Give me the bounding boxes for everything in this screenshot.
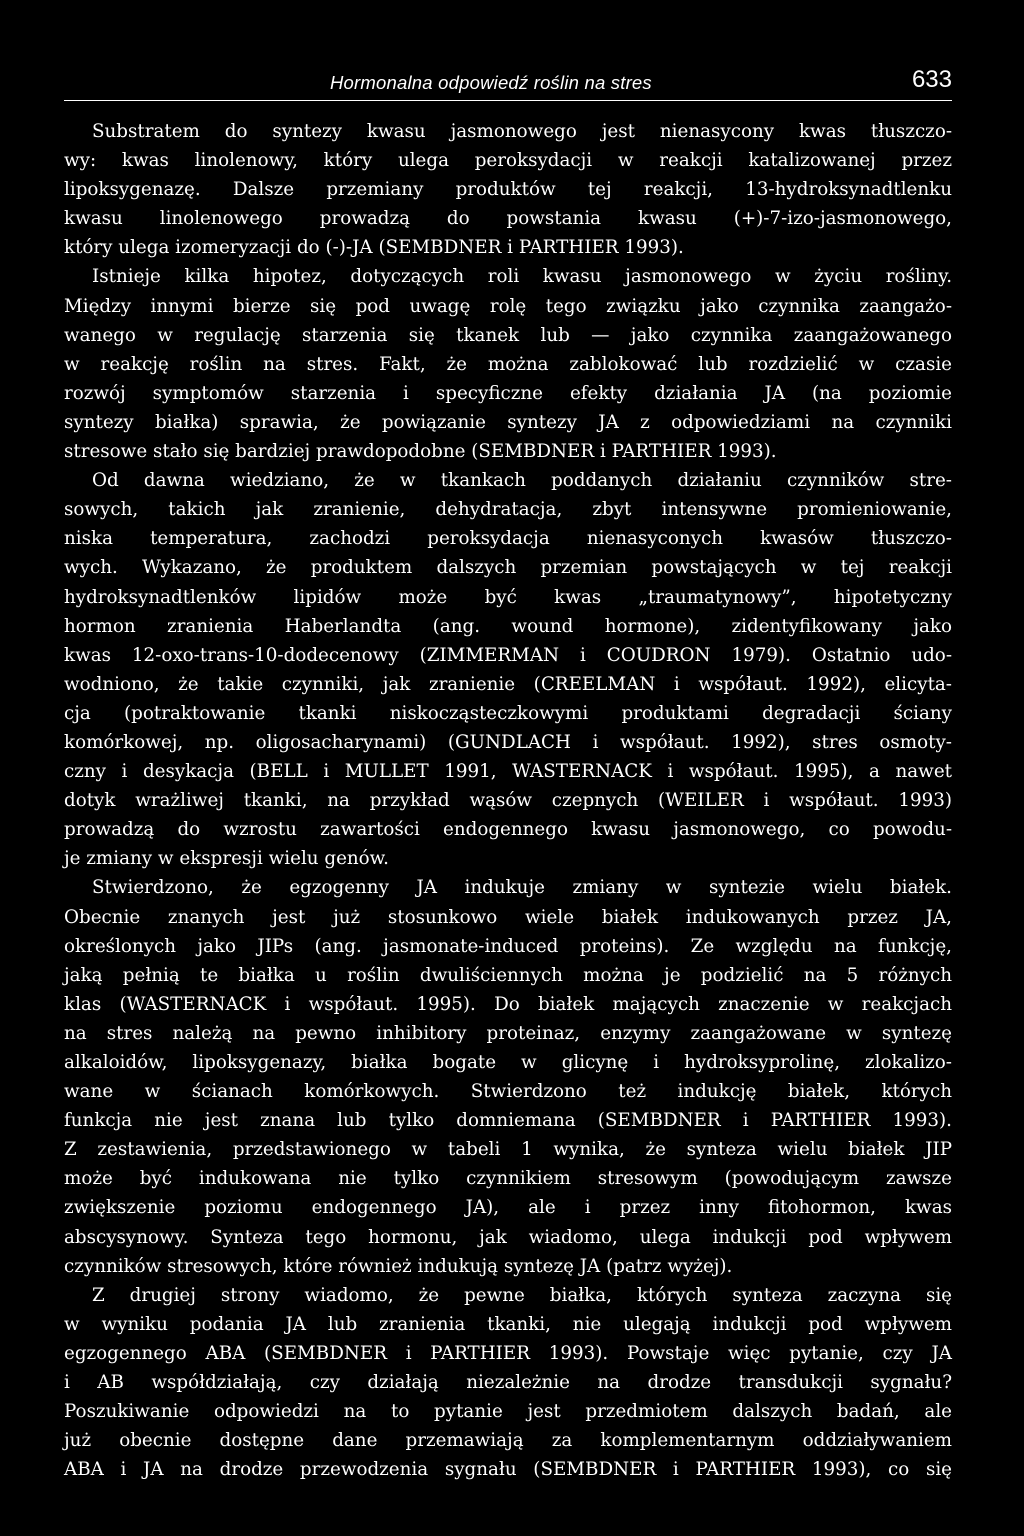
text-line: ABA i JA na drodze przewodzenia sygnału (SEMBDNER i PARTHIER 1993), co się <box>64 1459 952 1481</box>
document-page <box>64 62 952 1484</box>
text-line: już obecnie dostępne dane przemawiają za komplementarnym oddziaływaniem <box>64 1430 952 1452</box>
text-line: sowych, takich jak zranienie, dehydratacja, zbyt intensywne promieniowanie, <box>64 499 952 521</box>
text-line: je zmiany w ekspresji wielu genów. <box>64 848 389 870</box>
text-line: jaką pełnią te białka u roślin dwuliściennych można je podzielić na 5 różnych <box>64 964 952 986</box>
text-line: kwas 12-oxo-trans-10-dodecenowy (ZIMMERMAN i COUDRON 1979). Ostatnio udo- <box>64 644 952 666</box>
text-line: Poszukiwanie odpowiedzi na to pytanie jest przedmiotem dalszych badań, ale <box>64 1401 952 1423</box>
paragraph <box>64 873 952 1280</box>
text-line: egzogennego ABA (SEMBDNER i PARTHIER 1993). Powstaje więc pytanie, czy JA <box>64 1342 952 1364</box>
text-line: w reakcję roślin na stres. Fakt, że można zablokować lub rozdzielić w czasie <box>64 353 952 375</box>
paragraph <box>64 1281 952 1485</box>
text-line: rozwój symptomów starzenia i specyficzne efekty działania JA (na poziomie <box>64 382 952 404</box>
text-line: kwasu linolenowego prowadzą do powstania kwasu (+)-7-izo-jasmonowego, <box>64 208 952 230</box>
text-line: stresowe stało się bardziej prawdopodobne (SEMBDNER i PARTHIER 1993). <box>64 441 777 463</box>
text-line: dotyk wrażliwej tkanki, na przykład wąsów czepnych (WEILER i współaut. 1993) <box>64 790 952 812</box>
text-line: prowadzą do wzrostu zawartości endogennego kwasu jasmonowego, co powodu- <box>64 819 952 841</box>
text-line: cja (potraktowanie tkanki niskocząsteczkowymi produktami degradacji ściany <box>64 702 952 724</box>
text-line: Z drugiej strony wiadomo, że pewne białka, których synteza zaczyna się <box>92 1284 952 1306</box>
text-line: klas (WASTERNACK i współaut. 1995). Do białek mających znaczenie w reakcjach <box>64 993 952 1015</box>
text-line: czynników stresowych, które również indukują syntezę JA (patrz wyżej). <box>64 1255 733 1277</box>
text-line: wanego w regulację starzenia się tkanek lub — jako czynnika zaangażowanego <box>64 324 952 346</box>
text-line: w wyniku podania JA lub zranienia tkanki, nie ulegają indukcji pod wpływem <box>64 1313 952 1335</box>
text-line: zwiększenie poziomu endogennego JA), ale i przez inny fitohormon, kwas <box>64 1197 952 1219</box>
text-line: hydroksynadtlenków lipidów może być kwas „traumatynowy”, hipotetyczny <box>64 586 952 608</box>
text-line: Substratem do syntezy kwasu jasmonowego jest nienasycony kwas tłuszczo- <box>92 121 952 142</box>
page-number: 633 <box>911 66 952 93</box>
text-line: Obecnie znanych jest już stosunkowo wiele białek indukowanych przez JA, <box>64 906 952 928</box>
text-line: Między innymi bierze się pod uwagę rolę tego związku jako czynnika zaangażo- <box>64 295 952 317</box>
text-line: hormon zranienia Haberlandta (ang. wound hormone), zidentyfikowany jako <box>64 615 952 637</box>
text-line: komórkowej, np. oligosacharynami) (GUNDLACH i współaut. 1992), stres osmoty- <box>64 731 952 753</box>
text-line: Istnieje kilka hipotez, dotyczących roli kwasu jasmonowego w życiu rośliny. <box>92 266 952 288</box>
running-title: Hormonalna odpowiedź roślin na stres <box>330 72 652 93</box>
text-line: wodniono, że takie czynniki, jak zranienie (CREELMAN i współaut. 1992), elicyta- <box>64 673 952 695</box>
text-line: wych. Wykazano, że produktem dalszych przemian powstających w tej reakcji <box>64 557 952 579</box>
text-line: abscysynowy. Synteza tego hormonu, jak wiadomo, ulega indukcji pod wpływem <box>64 1226 952 1248</box>
text-line: określonych jako JIPs (ang. jasmonate-induced proteins). Ze względu na funkcję, <box>64 935 952 957</box>
text-line: lipoksygenazę. Dalsze przemiany produktów tej reakcji, 13-hydroksynadtlenku <box>64 179 952 201</box>
text-line: który ulega izomeryzacji do (-)-JA (SEMBDNER i PARTHIER 1993). <box>64 237 684 259</box>
text-line: niska temperatura, zachodzi peroksydacja nienasyconych kwasów tłuszczo- <box>64 528 952 550</box>
text-line: syntezy białka) sprawia, że powiązanie syntezy JA z odpowiedziami na czynniki <box>64 411 952 433</box>
text-line: Z zestawienia, przedstawionego w tabeli 1 wynika, że synteza wielu białek JIP <box>64 1139 952 1161</box>
text-line: może być indukowana nie tylko czynnikiem stresowym (powodującym zawsze <box>64 1168 952 1190</box>
paragraph <box>64 262 952 466</box>
text-line: i AB współdziałają, czy działają niezależnie na drodze transdukcji sygnału? <box>64 1372 952 1394</box>
paragraph <box>64 117 952 262</box>
text-line: wy: kwas linolenowy, który ulega peroksydacji w reakcji katalizowanej przez <box>64 150 952 172</box>
text-line: Od dawna wiedziano, że w tkankach poddanych działaniu czynników stre- <box>92 470 952 492</box>
text-line: na stres należą na pewno inhibitory proteinaz, enzymy zaangażowane w syntezę <box>64 1022 952 1044</box>
text-line: wane w ścianach komórkowych. Stwierdzono też indukcję białek, których <box>64 1081 952 1103</box>
text-line: Stwierdzono, że egzogenny JA indukuje zmiany w syntezie wielu białek. <box>92 877 952 899</box>
body-text <box>64 117 952 1484</box>
running-header <box>64 62 952 101</box>
text-line: alkaloidów, lipoksygenazy, białka bogate w glicynę i hydroksyprolinę, zlokalizo- <box>64 1052 952 1073</box>
text-line: funkcja nie jest znana lub tylko domniemana (SEMBDNER i PARTHIER 1993). <box>64 1110 952 1132</box>
text-line: czny i desykacja (BELL i MULLET 1991, WASTERNACK i współaut. 1995), a nawet <box>64 761 952 783</box>
paragraph <box>64 466 952 873</box>
